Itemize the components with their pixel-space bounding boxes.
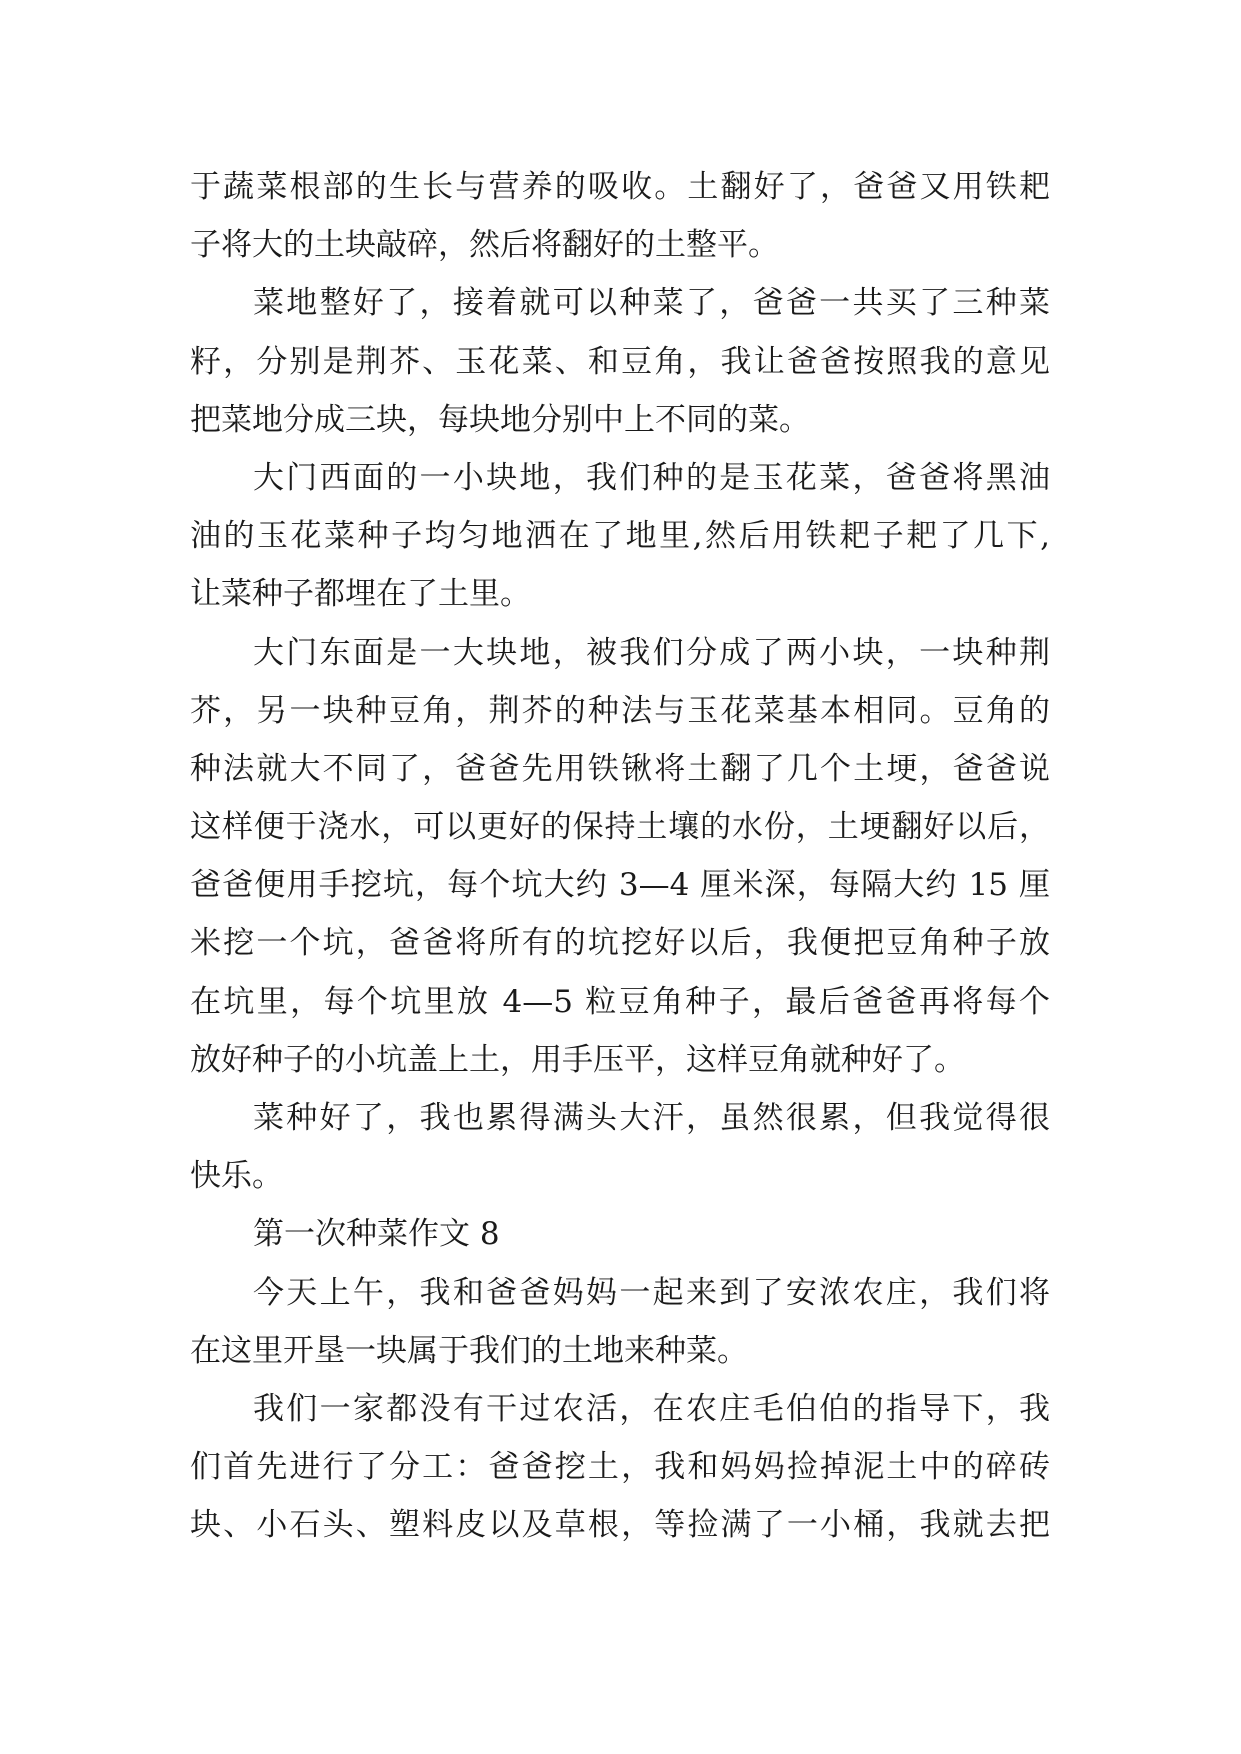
- text-line: 米挖一个坑，爸爸将所有的坑挖好以后，我便把豆角种子放: [190, 925, 1050, 962]
- text-line: 在这里开垦一块属于我们的土地来种菜。: [190, 1332, 748, 1369]
- text-line: 把菜地分成三块，每块地分别中上不同的菜。: [190, 401, 810, 438]
- text-line: 放好种子的小坑盖上土，用手压平，这样豆角就种好了。: [190, 1041, 965, 1078]
- text-line: 油的玉花菜种子均匀地洒在了地里,然后用铁耙子耙了几下,: [190, 518, 1050, 555]
- paragraph-first-line: 菜地整好了，接着就可以种菜了，爸爸一共买了三种菜: [253, 285, 1050, 322]
- paragraph-first-line: 我们一家都没有干过农活，在农庄毛伯伯的指导下，我: [253, 1390, 1050, 1427]
- text-line: 们首先进行了分工：爸爸挖土，我和妈妈捡掉泥土中的碎砖: [190, 1449, 1050, 1486]
- paragraph-first-line: 大门西面的一小块地，我们种的是玉花菜，爸爸将黑油: [253, 459, 1050, 496]
- text-line: 块、小石头、塑料皮以及草根，等捡满了一小桶，我就去把: [190, 1507, 1050, 1544]
- text-line: 芥，另一块种豆角，荆芥的种法与玉花菜基本相同。豆角的: [190, 692, 1050, 729]
- text-line: 于蔬菜根部的生长与营养的吸收。土翻好了，爸爸又用铁耙: [190, 169, 1050, 205]
- text-line: 这样便于浇水，可以更好的保持土壤的水份，土埂翻好以后，: [190, 809, 1050, 846]
- text-line: 籽，分别是荆芥、玉花菜、和豆角，我让爸爸按照我的意见: [190, 343, 1050, 380]
- text-line: 子将大的土块敲碎，然后将翻好的土整平。: [190, 227, 779, 264]
- document-body: [190, 158, 1050, 1555]
- text-line: 在坑里，每个坑里放 4—5 粒豆角种子，最后爸爸再将每个: [190, 983, 1050, 1020]
- text-line: 爸爸便用手挖坑，每个坑大约 3—4 厘米深，每隔大约 15 厘: [190, 867, 1050, 904]
- paragraph-first-line: 大门东面是一大块地，被我们分成了两小块，一块种荆: [253, 634, 1050, 671]
- paragraph-first-line: 菜种好了，我也累得满头大汗，虽然很累，但我觉得很: [253, 1100, 1050, 1136]
- section-heading: 第一次种菜作文 8: [253, 1216, 500, 1253]
- text-line: 种法就大不同了，爸爸先用铁锹将土翻了几个土埂，爸爸说: [190, 750, 1050, 787]
- paragraph-first-line: 今天上午，我和爸爸妈妈一起来到了安浓农庄，我们将: [253, 1274, 1050, 1311]
- text-line: 快乐。: [190, 1158, 283, 1195]
- text-line: 让菜种子都埋在了土里。: [190, 576, 531, 613]
